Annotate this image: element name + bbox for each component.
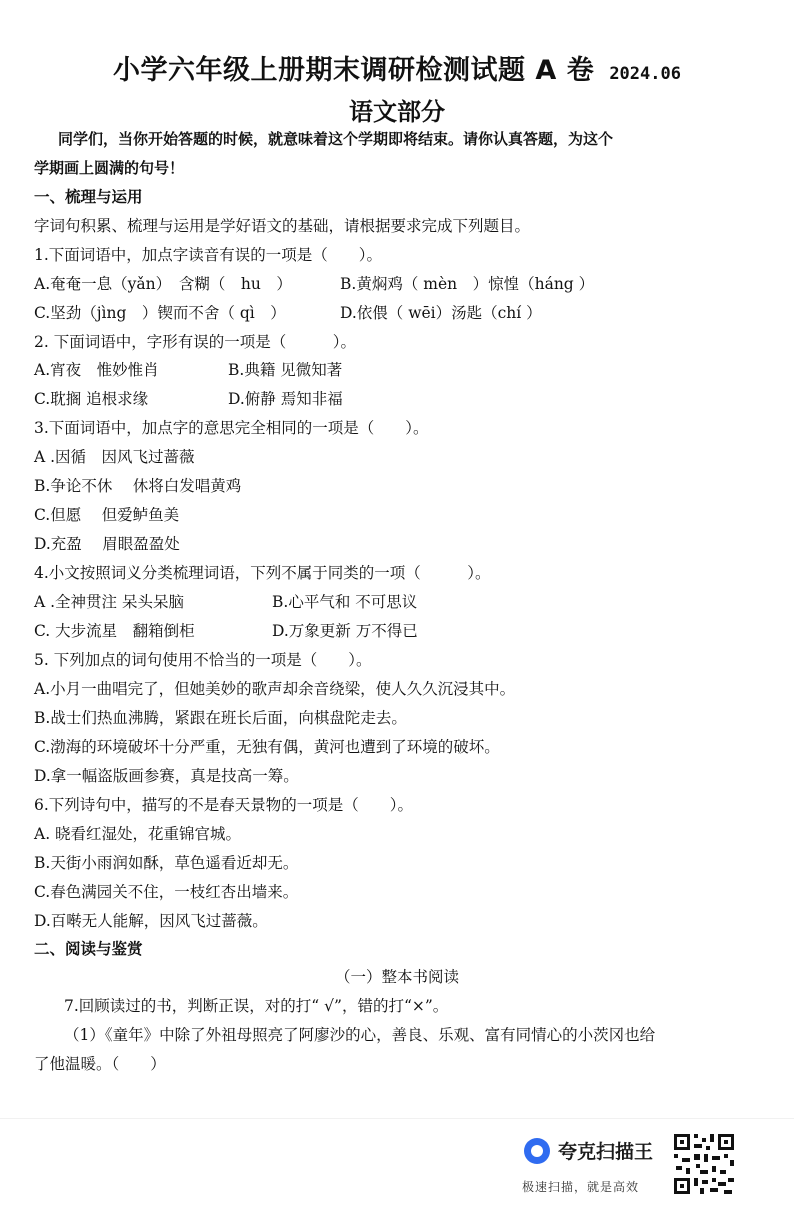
section-1-heading: 一、梳理与运用 [34,188,143,206]
q1-option-a: A.奄奄一息（yǎn） 含糊（ hu ） [34,275,292,293]
q3-stem: 3.下面词语中，加点字的意思完全相同的一项是（ ）。 [34,419,429,437]
q2-option-b: B.典籍 见微知著 [228,361,343,379]
q1-option-c: C.坚劲（jìng ）锲而不舍（ qì ） [34,304,286,322]
q7-1-line-2: 了他温暖。（ ） [34,1055,166,1073]
q3-option-b: B.争论不休 休将白发唱黄鸡 [34,477,242,495]
exam-date: 2024.06 [609,64,681,84]
scanner-slogan: 极速扫描，就是高效 [522,1180,640,1194]
q2-option-a: A.宵夜 惟妙惟肖 [34,361,159,379]
q3-option-a: A .因循 因风飞过蔷薇 [34,448,195,466]
q7-1-line-1: （1）《童年》中除了外祖母照亮了阿廖沙的心，善良、乐观、富有同情心的小茨冈也给 [64,1026,656,1044]
intro-line-1: 同学们，当你开始答题的时候，就意味着这个学期即将结束。请你认真答题，为这个 [58,130,614,148]
q6-option-d: D.百啭无人能解，因风飞过蔷薇。 [34,912,268,930]
q3-option-c: C.但愿 但爱鲈鱼美 [34,506,180,524]
intro-line-2: 学期画上圆满的句号！ [34,159,185,177]
page-subtitle: 语文部分 [349,98,445,126]
q6-option-a: A. 晓看红湿处，花重锦官城。 [34,825,242,843]
title-row [0,48,794,87]
q5-option-a: A.小月一曲唱完了，但她美妙的歌声却余音绕梁，使人久久沉浸其中。 [34,680,516,698]
q4-option-c: C. 大步流星 翻箱倒柜 [34,622,195,640]
q5-option-c: C.渤海的环境破坏十分严重，无独有偶，黄河也遭到了环境的破坏。 [34,738,500,756]
q6-stem: 6.下列诗句中，描写的不是春天景物的一项是（ ）。 [34,796,414,814]
scanner-brand-name: 夸克扫描王 [558,1141,654,1163]
section-2-subheading: （一）整本书阅读 [334,968,459,986]
q4-stem: 4.小文按照词义分类梳理词语，下列不属于同类的一项（ ）。 [34,564,491,582]
q4-option-d: D.万象更新 万不得已 [272,622,418,640]
q1-stem: 1.下面词语中，加点字读音有误的一项是（ ）。 [34,246,383,264]
q5-option-d: D.拿一幅盗版画参赛，真是技高一筹。 [34,767,299,785]
q4-option-a: A .全神贯注 呆头呆脑 [34,593,184,611]
page-title: 小学六年级上册期末调研检测试题 A 卷 [113,55,595,86]
q2-option-d: D.俯静 焉知非福 [228,390,343,408]
q6-option-c: C.春色满园关不住，一枝红杏出墙来。 [34,883,299,901]
q5-stem: 5. 下列加点的词句使用不恰当的一项是（ ）。 [34,651,372,669]
section-2-heading: 二、阅读与鉴赏 [34,940,143,958]
scanner-logo-icon [524,1138,550,1164]
q3-option-d: D.充盈 眉眼盈盈处 [34,535,180,553]
qr-code-icon [672,1132,736,1196]
section-1-lead: 字词句积累、梳理与运用是学好语文的基础，请根据要求完成下列题目。 [34,217,531,235]
q7-stem: 7.回顾读过的书，判断正误，对的打“ √”，错的打“×”。 [64,997,449,1015]
q1-option-d: D.依偎（ wēi）汤匙（chí ） [340,304,542,322]
q5-option-b: B.战士们热血沸腾，紧跟在班长后面，向棋盘陀走去。 [34,709,407,727]
q6-option-b: B.天街小雨润如酥，草色遥看近却无。 [34,854,299,872]
q1-option-b: B.黄焖鸡（ mèn ）惊惶（háng ） [340,275,595,293]
q2-option-c: C.耽搁 追根求缘 [34,390,149,408]
q2-stem: 2. 下面词语中，字形有误的一项是（ ）。 [34,333,356,351]
footer-divider [0,1118,794,1119]
q4-option-b: B.心平气和 不可思议 [272,593,418,611]
scanner-logo [524,1137,653,1164]
